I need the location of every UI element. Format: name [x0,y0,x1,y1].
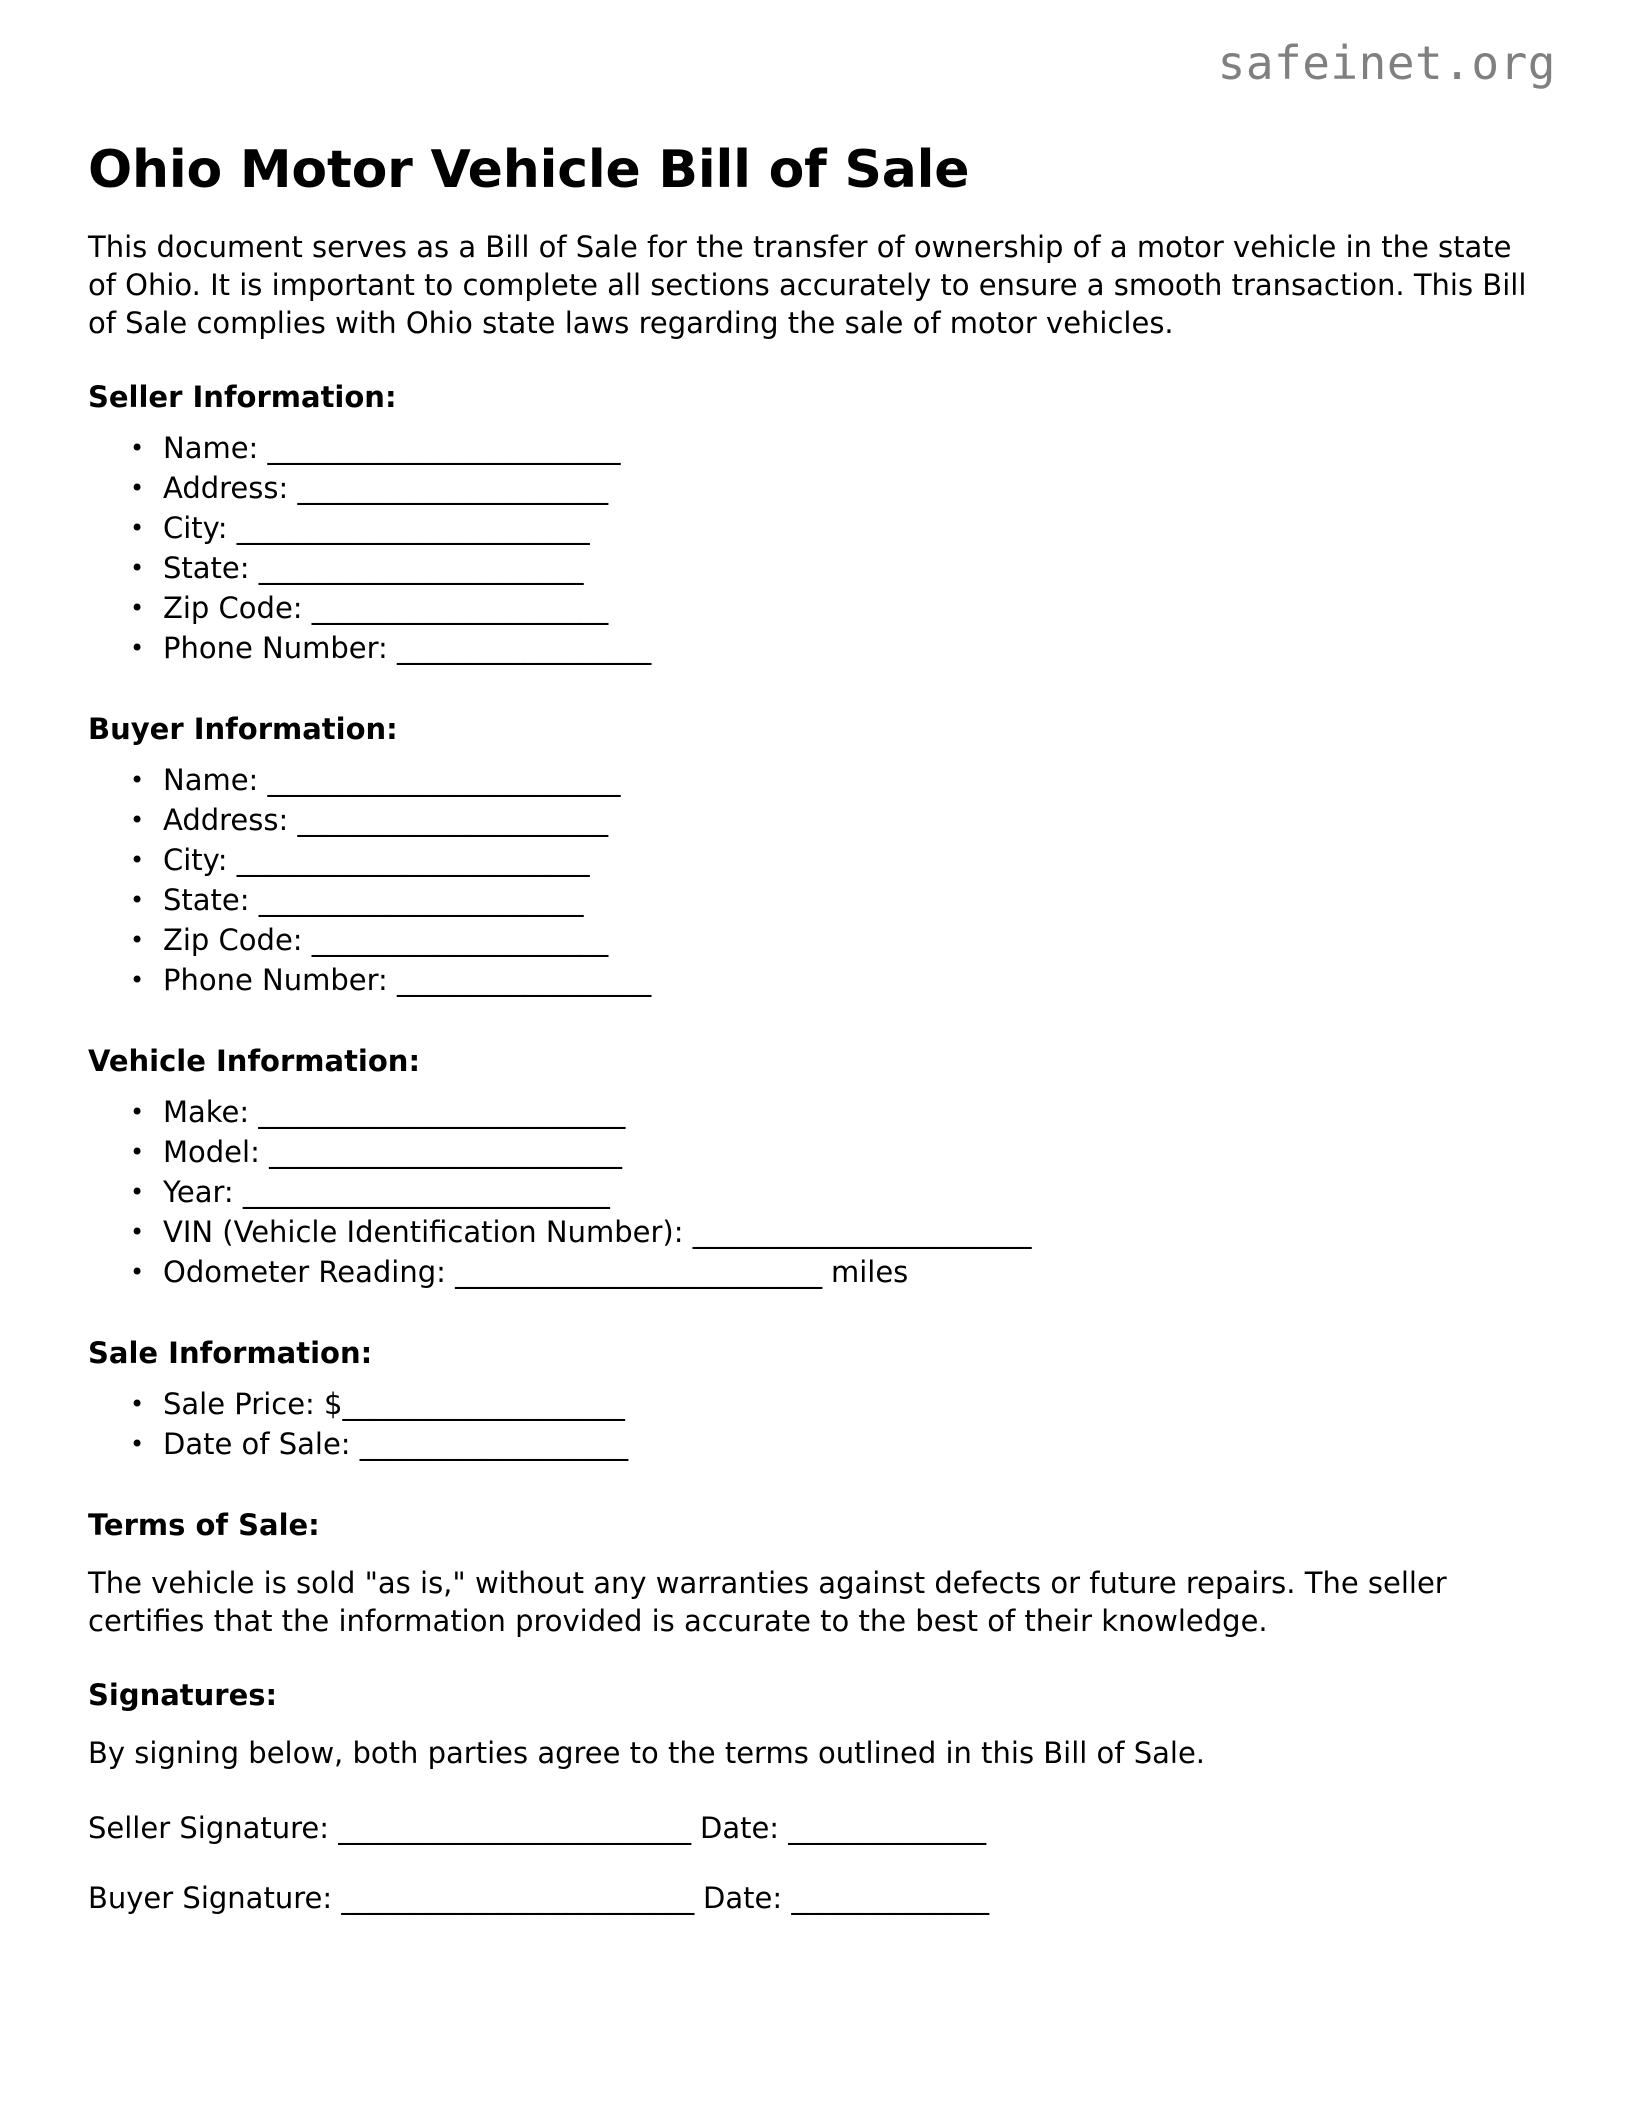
field-label: VIN (Vehicle Identification Number): [163,1215,693,1249]
field-blank[interactable]: ___________________ [359,1427,628,1461]
spacer [88,416,1538,428]
spacer [88,1714,1538,1734]
field-label: Zip Code: [163,923,312,957]
section-heading-sale: Sale Information: [88,1336,373,1370]
field-blank[interactable]: _________________________ [267,763,621,797]
list-item [163,428,1538,468]
field-blank[interactable]: _____________________ [311,923,608,957]
site-watermark: safeinet.org [1217,36,1556,90]
list-item [163,468,1538,508]
list-item [163,840,1538,880]
field-blank[interactable]: _____________________ [311,591,608,625]
field-blank[interactable]: _______________________ [258,883,584,917]
field-label: Zip Code: [163,591,312,625]
list-item [163,508,1538,548]
list-item [163,1212,1538,1252]
field-label: Date of Sale: [163,1427,360,1461]
spacer [88,1000,1538,1042]
list-item [163,1252,1538,1292]
spacer [88,1544,1538,1564]
field-label: Make: [163,1095,259,1129]
field-label: Sale Price: $ [163,1387,343,1421]
section-heading-buyer: Buyer Information: [88,712,398,746]
field-blank[interactable]: _______________________ [258,551,584,585]
seller-signature-line [88,1808,1538,1848]
spacer [88,1292,1538,1334]
list-item [163,1424,1538,1464]
field-blank[interactable]: __________________________ [258,1095,625,1129]
spacer [88,1372,1538,1384]
field-blank[interactable]: _________________________ [269,1135,622,1169]
buyer-date-label: Date: [693,1881,792,1915]
list-item [163,880,1538,920]
buyer-signature-line [88,1878,1538,1918]
spacer [88,1772,1538,1808]
field-blank[interactable]: ______________________ [297,803,608,837]
field-blank[interactable]: _________________________ [236,843,590,877]
list-item [163,588,1538,628]
buyer-field-list [88,760,1538,1000]
field-blank[interactable]: ______________________ [297,471,608,505]
seller-date-blank[interactable]: ______________ [788,1811,986,1845]
field-label: Phone Number: [163,631,398,665]
list-item [163,960,1538,1000]
field-suffix: miles [821,1255,909,1289]
buyer-signature-blank[interactable]: _________________________ [341,1881,694,1915]
field-label: Phone Number: [163,963,398,997]
field-blank[interactable]: _________________________ [236,511,590,545]
list-item [163,548,1538,588]
field-blank[interactable]: ____________________ [342,1387,625,1421]
list-item [163,1384,1538,1424]
list-item [163,920,1538,960]
field-label: Name: [163,431,268,465]
seller-signature-blank[interactable]: _________________________ [338,1811,691,1845]
intro-paragraph: This document serves as a Bill of Sale for the transfer of ownership of a motor vehicle in the state of Ohio. It is important to complete all sections accurately to ensure a smooth transaction. This Bill of Sale complies with Ohio state laws regarding the sale of motor vehicles. [88,230,1527,340]
field-blank[interactable]: _________________________ [267,431,621,465]
list-item [163,1092,1538,1132]
field-blank[interactable]: __________________ [397,963,651,997]
field-label: City: [163,511,237,545]
list-item [163,1172,1538,1212]
field-blank[interactable]: __________________________ [455,1255,822,1289]
field-label: Name: [163,763,268,797]
field-label: Address: [163,471,298,505]
spacer [88,342,1538,378]
list-item [163,800,1538,840]
section-heading-terms: Terms of Sale: [88,1508,320,1542]
section-heading-vehicle: Vehicle Information: [88,1044,421,1078]
field-blank[interactable]: ________________________ [692,1215,1032,1249]
spacer [88,1464,1538,1506]
list-item [163,1132,1538,1172]
spacer [88,1640,1538,1676]
field-label: Address: [163,803,298,837]
seller-field-list [88,428,1538,668]
vehicle-field-list [88,1092,1538,1292]
field-label: Odometer Reading: [163,1255,456,1289]
buyer-signature-label: Buyer Signature: [88,1881,342,1915]
field-blank[interactable]: __________________________ [242,1175,610,1209]
field-label: State: [163,551,259,585]
list-item [163,760,1538,800]
spacer [88,1848,1538,1878]
field-label: Year: [163,1175,243,1209]
spacer [88,668,1538,710]
seller-date-label: Date: [690,1811,789,1845]
spacer [88,1080,1538,1092]
field-blank[interactable]: __________________ [397,631,651,665]
section-heading-seller: Seller Information: [88,380,397,414]
seller-signature-label: Seller Signature: [88,1811,339,1845]
signatures-paragraph: By signing below, both parties agree to the terms outlined in this Bill of Sale. [88,1736,1206,1770]
spacer [88,748,1538,760]
sale-field-list [88,1384,1538,1464]
list-item [163,628,1538,668]
field-label: State: [163,883,259,917]
terms-paragraph: The vehicle is sold "as is," without any warranties against defects or future repairs. The seller certifies that the information provided is accurate to the best of their knowledge. [88,1566,1447,1638]
field-label: City: [163,843,237,877]
document-body [88,228,1538,1918]
page-title: Ohio Motor Vehicle Bill of Sale [88,139,970,200]
section-heading-signatures: Signatures: [88,1678,278,1712]
field-label: Model: [163,1135,270,1169]
buyer-date-blank[interactable]: ______________ [791,1881,989,1915]
